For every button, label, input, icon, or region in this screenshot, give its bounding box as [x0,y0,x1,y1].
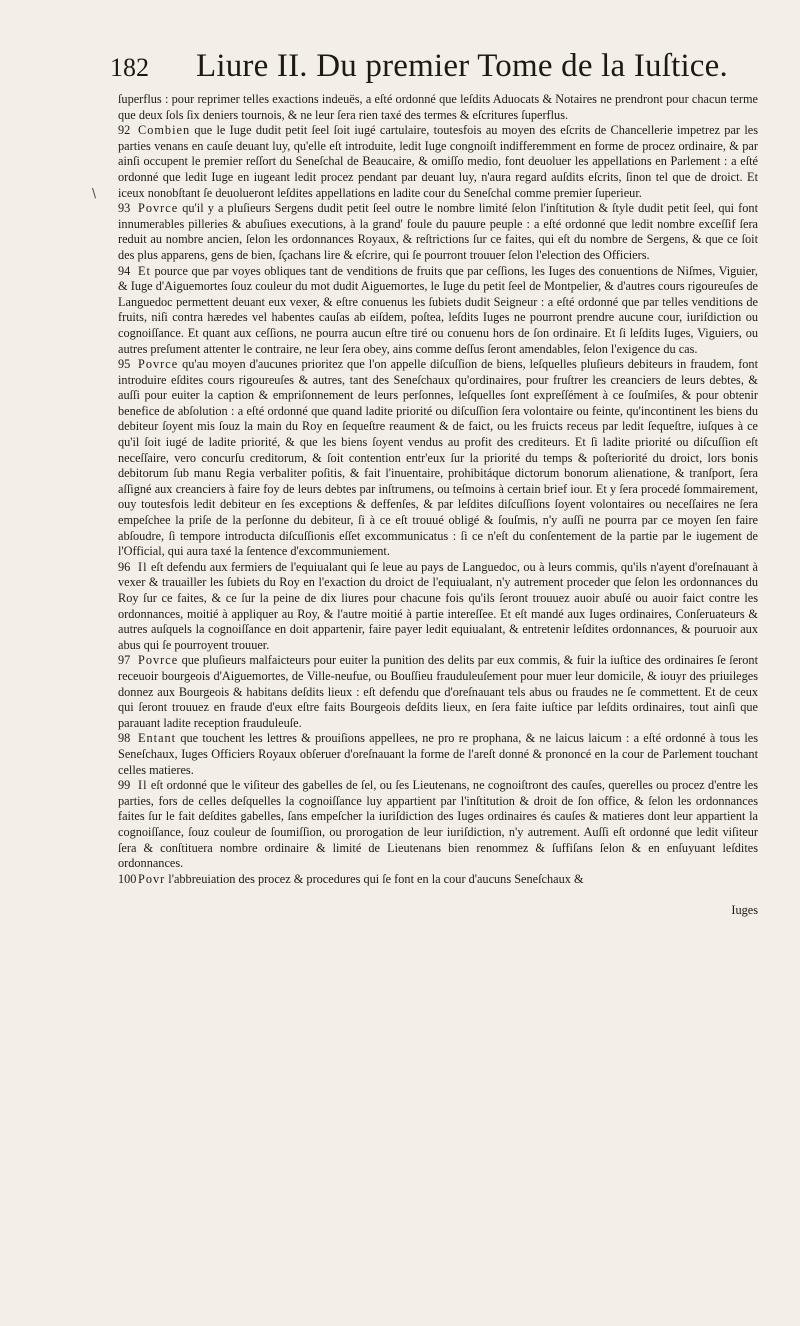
paragraph [118,264,758,358]
paragraph [118,778,758,872]
paragraph [118,357,758,560]
article-number: 97 [118,653,131,668]
lead-word: Povrce [138,201,179,216]
lead-word: Combien [138,123,191,138]
lead-word: Povrce [138,357,179,372]
paragraph [118,560,758,654]
paragraph-text: pource que par voyes obliques tant de venditions de fruits que par ceſſions, les Iuges des conuentions de Niſmes, Viguier, & Iuge d'Aiguemortes ſouz couleur du mot dudit Aiguemortes, le Iuge du petit ſeel de Montpelier, & d'autres cours rigoureuſes de Languedoc permettent deuant eux vexer, & eſtre conuenus les ſubiets dudit Seigneur : a eſté ordonné que par telles venditions de fruits, niſi contra hæredes vel habentes cauſas ab eiſdem, poſtea, leſdits Iuges ne pourront prendre aucune cour, iuriſdiction ou cognoiſſance. Et quant aux ceſſions, ne pourra aucun eſtre tiré ou conuenu hors de ſon ordinaire. Et ſi leſdits Iuges, Viguiers, ou autres preſument attenter le contraire, ne leur ſera obey, ains comme deſſus ſeront amendables, ſelon l'exigence du cas. [118,263,758,356]
article-number: 92 [118,123,131,138]
article-number: 94 [118,263,131,278]
paragraph-text: qu'il y a pluſieurs Sergens dudit petit ſeel outre le nombre limité ſelon l'inſtitution & ſtyle dudit petit ſeel, qui font innumerables pilleries & abuſiues executions, à la grand' foule du pauure peuple : a eſté ordonné que ledit nombre exceſſif ſera reduit au nombre ancien, ſelon les ordonnances Royaux, & reſtrictions ſur ce faites, qui eſt du nombre de Sergens, & que ce ſoit des plus apparens, gens de bien, ſçachans lire & eſcrire, qui ſe pourront trouuer ſelon l'election des Officiers. [118,201,758,262]
paragraph-text: ſuperflus : pour reprimer telles exactions indeuës, a eſté ordonné que leſdits Aduocats & Notaires ne prendront pour chacun terme que deux ſols ſix deniers tournois, & ne leur ſera rien taxé des termes & eſcritures ſuperflus. [118,92,758,122]
paragraph-text: l'abbreuiation des procez & procedures qui ſe font en la cour d'aucuns Seneſchaux & [165,871,584,886]
paragraph [118,123,758,201]
article-number: 100 [118,871,137,886]
page-body [118,92,758,918]
lead-word: Povr [138,871,166,886]
paragraph-text: eſt defendu aux fermiers de l'equiualant qui ſe leue au pays de Languedoc, ou à leurs commis, qu'ils n'ayent d'oreſnauant à vexer & trauailler les ſubiets du Roy en l'exaction du droict de l'equiualant, n'y autrement proceder que ſelon les ordonnances du Roy ſur ce faites, & ce ſur la peine de dix liures pour chacune fois qu'ils ſeront trouuez auoir abuſé ou auoir faict contre les ordonnances, moitié à appliquer au Roy, & l'autre moitié à partie intereſſee. Et eſt mandé aux Iuges ordinaires, Conſeruateurs & autres auſquels la cognoiſſance en doit appartenir, faire payer ledit equiualant, & entretenir leſdites ordonnances, & pouruoir aux abus qui ſe pourroyent trouuer. [118,559,758,652]
article-number: 98 [118,731,131,746]
paragraph [118,201,758,263]
paragraph [118,92,758,123]
page-number: 182 [110,53,149,82]
paragraph [118,653,758,731]
margin-mark: \ [92,186,97,200]
paragraph-text: que pluſieurs malfaicteurs pour euiter la punition des delits par eux commis, & fuir la iuſtice des ordinaires ſe ſeront receuoir bourgeois d'Aiguemortes, de Ville-neufue, ou Bouſſieu frauduleuſement pour muer leur domicile, & iouyr des priuileges donnez aux Bourgeois & habitans deſdits lieux : eſt defendu que d'oreſnauant tels abus ou fraudes ne ſe commettent. Et de ceux qui ſeront trouuez en fraude d'eux eſtre faits Bourgeois deſdits lieux, en ſera faite iuſtice par leſdits ordinaires, tout ainſi que parauant ladite reception frauduleuſe. [118,653,758,730]
paragraph-text: qu'au moyen d'aucunes prioritez que l'on appelle diſcuſſion de biens, leſquelles pluſieurs debiteurs in fraudem, font introduire eſdites cours rigoureuſes & autres, tant des Seneſchaux qu'ordinaires, pour fruſtrer les creanciers de leurs debtes, & auſſi pour euiter la caption & empriſonnement de leurs perſonnes, leſquelles ſont expreſſément à ce ſouſmiſes, & pour obtenir benefice de abſolution : a eſté ordonné que quand ladite priorité ou diſcuſſion ſera volontaire ou feinte, qu'incontinent les biens du debiteur ſoyent mis ſouz la main du Roy en ſequeſtre reaument & de faict, ou les fruicts receus par ledit ſequeſtre, iuſques à ce qu'il ſoit iugé de ladite priorité, & que les biens ſoyent vendus au profit des crediteurs. Et ſi ladite priorité ou diſcuſſion eſt neceſſaire, vero concurſu creditorum, & ſoit contention entr'eux ſur la priorité du temps & poſteriorité du droict, lors bonis debitorum ſub manu Regia verbaliter poſitis, & fait l'inuentaire, prohibitáque dictorum bonorum alienatione, & tranſport, ſera aſſigné aux creanciers à faire foy de leurs debtes par inſtrumens, ou teſmoins à certain brief iour. Et y ſera procedé ſommairement, ouy toutesfois ledit debiteur en ſes exceptions & deffenſes, & par leſdites diſcuſſions ſoyent volontaires ou neceſſaires ne ſera empeſchee la priſe de la perſonne du debiteur, ſi à ce eſt trouué obligé & ſouſmis, n'y auſſi ne pourra par ce moyen ſen faire abſoudre, ſi tempore introducta diſcuſſionis eſſet excommunicatus : ſi ce n'eſt du conſentement de la partie par le iugement de l'Official, qui aura taxé la ſentence d'excommuniement. [118,357,758,559]
paragraph [118,887,758,903]
page-header [110,48,750,90]
paragraph [118,731,758,778]
article-number: 99 [118,778,131,793]
running-title: Liure II. Du premier Tome de la Iuſtice. [196,48,728,84]
paragraph-text: que touchent les lettres & prouiſions appellees, ne pro re prophana, & ne laicus laicum : a eſté ordonné à tous les Seneſchaux, Iuges Officiers Royaux obſeruer d'oreſnauant la forme de l'areſt donné & prononcé en la cour de Parlement touchant celles matieres. [118,731,758,777]
lead-word: Il [138,778,148,793]
article-number: 95 [118,357,131,372]
catchword: Iuges [731,902,758,917]
lead-word: Il [138,559,148,574]
lead-word: Entant [138,731,177,746]
article-number: 96 [118,559,131,574]
paragraph-text: que le Iuge dudit petit ſeel ſoit iugé cartulaire, toutesfois au moyen des eſcrits de Chancellerie impetrez par les parties venans en cauſe deuant luy, qu'elle eſt introduite, ledit Iuge congnoiſt indifferemment en forme de procez ordinaire, & par ainſi occupent le premier reſſort du Seneſchal de Beaucaire, & omiſſo medio, font deuoluer les appellations en Parlement : a eſté ordonné que ledit Iuge en iugeant ledit procez pendant par deuant luy, n'aura regard auſdits eſcrits, ſinon tel que de droict. Et iceux nonobſtant ſe deuolueront leſdites appellations en ladite cour du Seneſchal comme premier ſuperieur. [118,123,758,200]
paragraph [118,872,758,888]
lead-word: Povrce [138,653,179,668]
article-number: 93 [118,201,131,216]
paragraph-text: eſt ordonné que le viſiteur des gabelles de ſel, ou ſes Lieutenans, ne cognoiſtront des cauſes, querelles ou procez d'entre les parties, fors de celles deſquelles la cognoiſſance luy appartient par l'inſtitution & droit de ſon office, & ſelon les ordonnances faites ſur le fait deſdites gabelles, ſans empeſcher la iuriſdiction des Iuges ordinaires és cauſes & matieres dont leur appartient la cognoiſſance, ſouz couleur de ſoumiſſion, ou prorogation de leur iuriſdiction, n'y autrement. Auſſi eſt ordonné que ledit viſiteur ſera & conſtituera nombre ordinaire & limité de Lieutenans bien renommez & ſuffiſans ſelon & en enſuyuant leſdites ordonnances. [118,778,758,871]
lead-word: Et [138,263,151,278]
